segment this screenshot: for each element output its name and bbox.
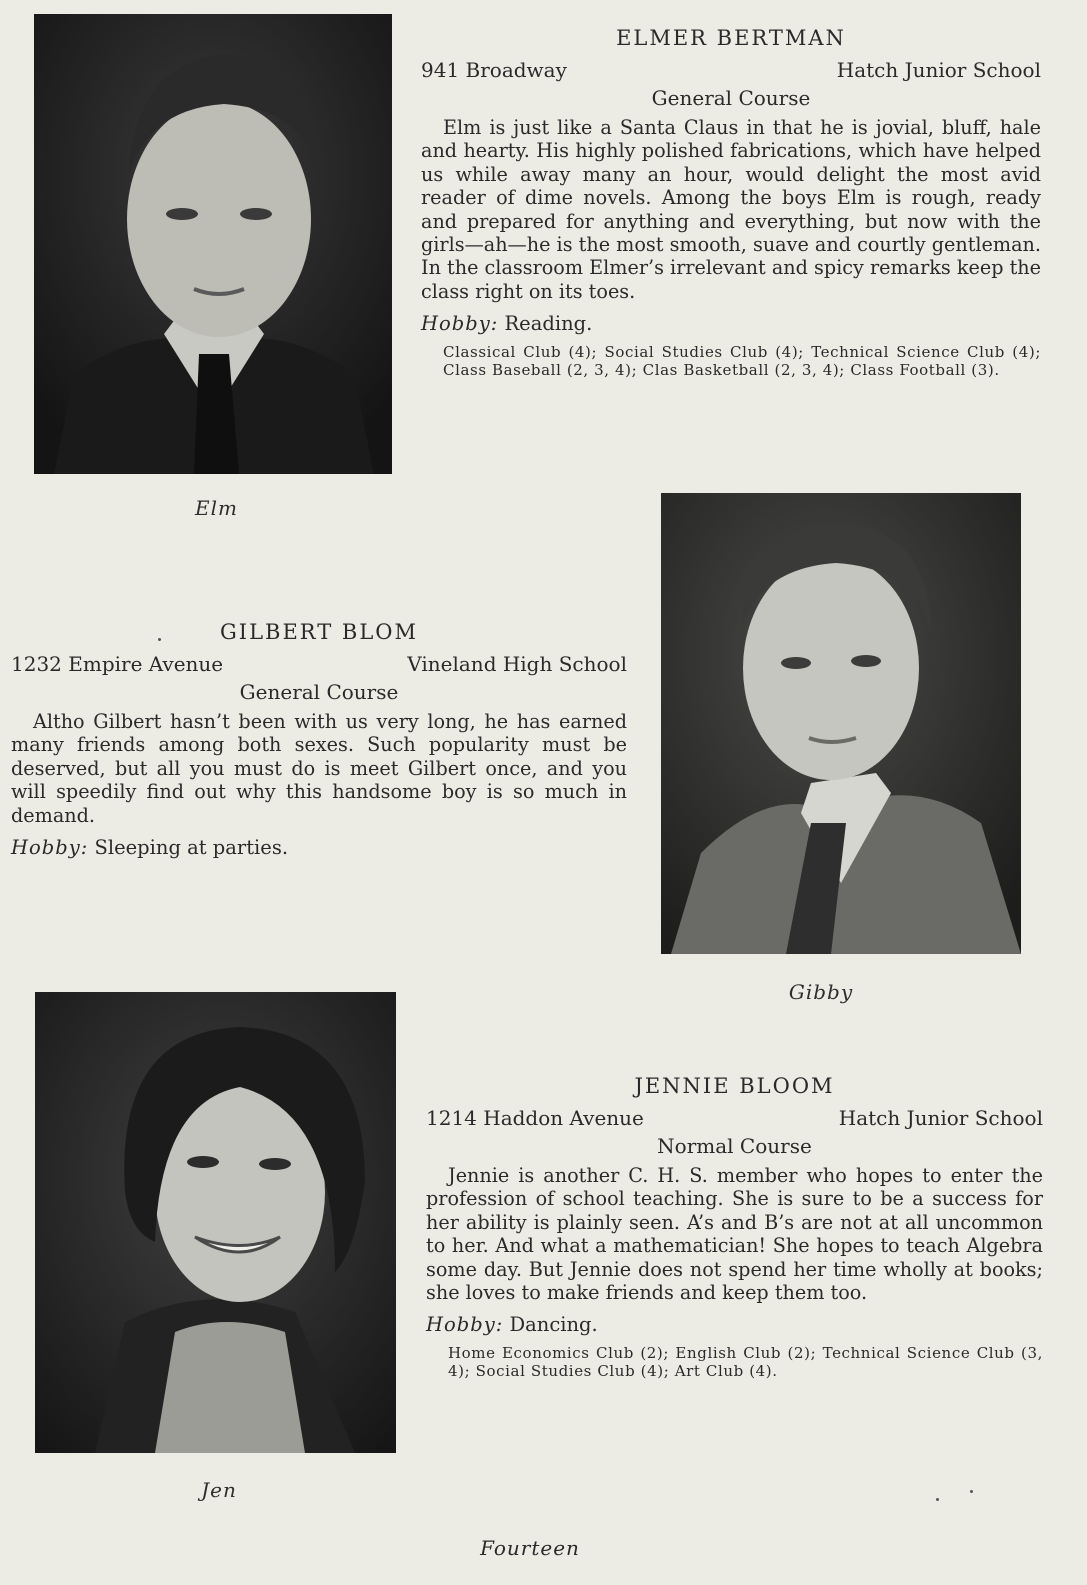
- hobby-label: Hobby:: [421, 312, 499, 336]
- page-number: Fourteen: [480, 1536, 580, 1560]
- student-name: GILBERT BLOM: [220, 620, 418, 644]
- student-hobby: [421, 311, 1041, 337]
- student-school: Hatch Junior School: [838, 1106, 1043, 1130]
- nickname-gilbert: Gibby: [788, 980, 854, 1004]
- portrait-gilbert-blom: [661, 493, 1021, 954]
- student-bio: Altho Gilbert hasn’t been with us very long, he has earned many friends among both sexes. Such popularity must be deserved, but all you must do is meet Gilbert once, and you will speedily find out why this handsome boy is so much in demand.: [11, 710, 627, 827]
- student-course: General Course: [651, 86, 811, 110]
- student-clubs: Home Economics Club (2); English Club (2); Technical Science Club (3, 4); Social Studies Club (4); Art Club (4).: [448, 1344, 1043, 1381]
- hobby-value: Dancing.: [509, 1313, 598, 1337]
- student-hobby: [426, 1312, 1043, 1338]
- portrait-jennie-bloom: [35, 992, 396, 1453]
- student-hobby: [11, 835, 627, 861]
- nickname-jennie: Jen: [201, 1478, 237, 1502]
- entry-jennie-bloom: [426, 1074, 1043, 1380]
- student-course: Normal Course: [657, 1134, 812, 1158]
- hobby-label: Hobby:: [11, 836, 89, 860]
- student-bio: Elm is just like a Santa Claus in that he is jovial, bluff, hale and hearty. His highly polished fabrications, which have helped us while away many an hour, would delight the most avid reader of dime novels. Among the boys Elm is rough, ready and prepared for anything and everything, but now with the girls—ah—he is the most smooth, suave and courtly gentleman. In the classroom Elmer’s irrelevant and spicy remarks keep the class right on its toes.: [421, 116, 1042, 303]
- entry-gilbert-blom: [11, 620, 627, 861]
- student-school: Vineland High School: [407, 652, 627, 676]
- student-address: 941 Broadway: [421, 58, 567, 82]
- entry-elmer-bertman: [421, 26, 1041, 379]
- student-clubs: Classical Club (4); Social Studies Club (4); Technical Science Club (4); Class Baseball (2, 3, 4); Clas Basketball (2, 3, 4); Class Football (3).: [443, 343, 1041, 380]
- student-name: JENNIE BLOOM: [634, 1074, 835, 1098]
- student-bio: Jennie is another C. H. S. member who hopes to enter the profession of school teaching. She is sure to be a success for her ability is plainly seen. A’s and B’s are not at all uncommon to her. And what a mathematician! She hopes to teach Algebra some day. But Jennie does not spend her time wholly at books; she loves to make friends and keep them too.: [426, 1164, 1043, 1305]
- nickname-elmer: Elm: [195, 496, 238, 520]
- student-name: ELMER BERTMAN: [616, 26, 846, 50]
- student-address: 1232 Empire Avenue: [11, 652, 224, 676]
- portrait-elmer-bertman: [34, 14, 392, 474]
- student-course: General Course: [239, 680, 399, 704]
- student-school: Hatch Junior School: [836, 58, 1041, 82]
- hobby-value: Sleeping at parties.: [94, 836, 289, 860]
- hobby-value: Reading.: [504, 312, 593, 336]
- student-address: 1214 Haddon Avenue: [426, 1106, 644, 1130]
- hobby-label: Hobby:: [426, 1313, 504, 1337]
